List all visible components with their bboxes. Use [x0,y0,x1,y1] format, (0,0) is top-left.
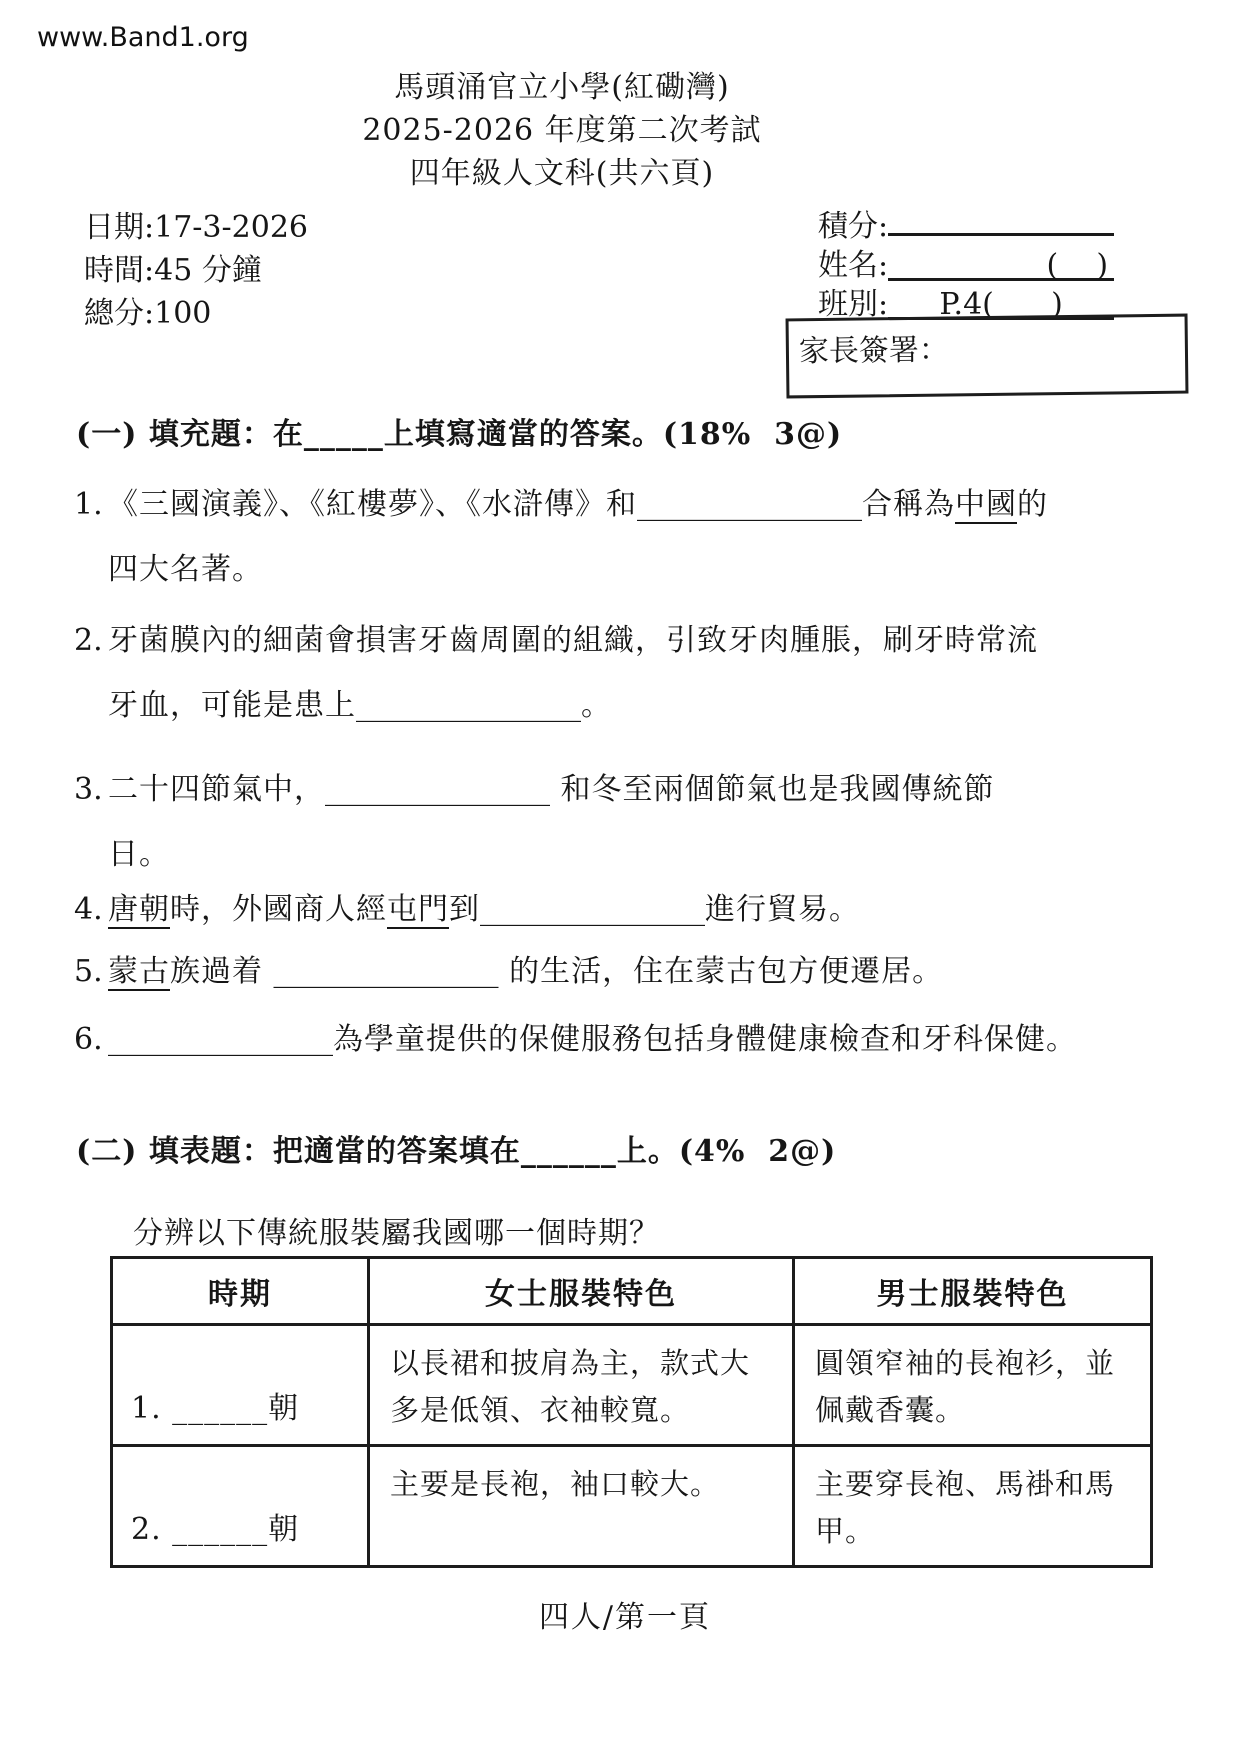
question-5-text: 蒙古族過着 _______________ 的生活，住在蒙古包方便遷居。 [108,954,944,989]
header-male-clothing: 男士服裝特色 [794,1258,1152,1325]
row1-period-blank: 1. ______朝 [112,1325,369,1446]
exam-duration: 時間:45 分鐘 [84,253,262,288]
name-blank-line [888,248,1114,281]
name-label: 姓名: [818,248,889,283]
question-3 [74,757,1204,887]
class-field [818,279,1114,322]
section2-heading: (二) 填表題：把適當的答案填在______上。(4% 2@) [76,1134,837,1169]
exam-date: 日期:17-3-2026 [84,210,308,245]
question-4 [74,877,1204,942]
question-4-text: 唐朝時，外國商人經屯門到_______________進行貿易。 [108,892,860,927]
row2-female-feature: 主要是長袍，袖口較大。 [369,1446,794,1567]
exam-info-block [84,206,308,335]
score-blank-line [888,203,1114,236]
header-female-clothing: 女士服裝特色 [369,1258,794,1325]
question-6 [74,1007,1204,1072]
row2-male-feature: 主要穿長袍、馬褂和馬甲。 [794,1446,1152,1567]
name-field [818,240,1114,283]
row2-period-blank: 2. ______朝 [112,1446,369,1567]
header-period: 時期 [112,1258,369,1325]
total-marks: 總分:100 [84,296,212,331]
name-parentheses: ( ) [1046,248,1109,283]
table-row [112,1446,1152,1567]
page-footer: 四人/第一頁 [538,1600,712,1635]
parent-signature-box [786,314,1189,399]
clothing-periods-table [110,1256,1153,1568]
table-intro: 分辨以下傳統服裝屬我國哪一個時期？ [133,1216,660,1251]
watermark: www.Band1.org [37,22,249,53]
question-2-text: 牙菌膜內的細菌會損害牙齒周圍的組織，引致牙肉腫脹，刷牙時常流 牙血，可能是患上_______________。 [108,623,1038,723]
question-5 [74,939,1204,1004]
question-3-text: 二十四節氣中，_______________ 和冬至兩個節氣也是我國傳統節 日。 [108,772,995,872]
class-label: 班別: [818,287,889,322]
score-field [818,201,1114,244]
section1-heading: (一) 填充題：在_____上填寫適當的答案。(18% 3@) [76,417,843,452]
question-6-text: _______________為學童提供的保健服務包括身體健康檢查和牙科保健。 [108,1022,1077,1057]
table-header-row [112,1258,1152,1325]
question-3-number: 3. [74,772,103,807]
question-5-number: 5. [74,954,103,989]
school-name: 馬頭涌官立小學(紅磡灣) [394,70,730,105]
row1-male-feature: 圓領窄袖的長袍衫，並佩戴香囊。 [794,1325,1152,1446]
parent-signature-label: 家長簽署： [798,332,950,370]
student-info-block [818,201,1114,322]
question-1 [74,472,1204,602]
table-row [112,1325,1152,1446]
exam-session-title: 2025-2026 年度第二次考試 [362,113,762,148]
subject-title: 四年級人文科(共六頁) [409,156,715,191]
class-value: P.4( ) [939,287,1063,322]
question-1-number: 1. [74,487,103,522]
score-label: 積分: [818,209,889,244]
question-4-number: 4. [74,892,103,927]
question-6-number: 6. [74,1022,103,1057]
question-2 [74,608,1204,738]
question-2-number: 2. [74,623,103,658]
row1-female-feature: 以長裙和披肩為主，款式大多是低領、衣袖較寬。 [369,1325,794,1446]
question-1-text: 《三國演義》、《紅樓夢》、《水滸傳》和_______________合稱為中國的 四大名著。 [108,487,1048,587]
